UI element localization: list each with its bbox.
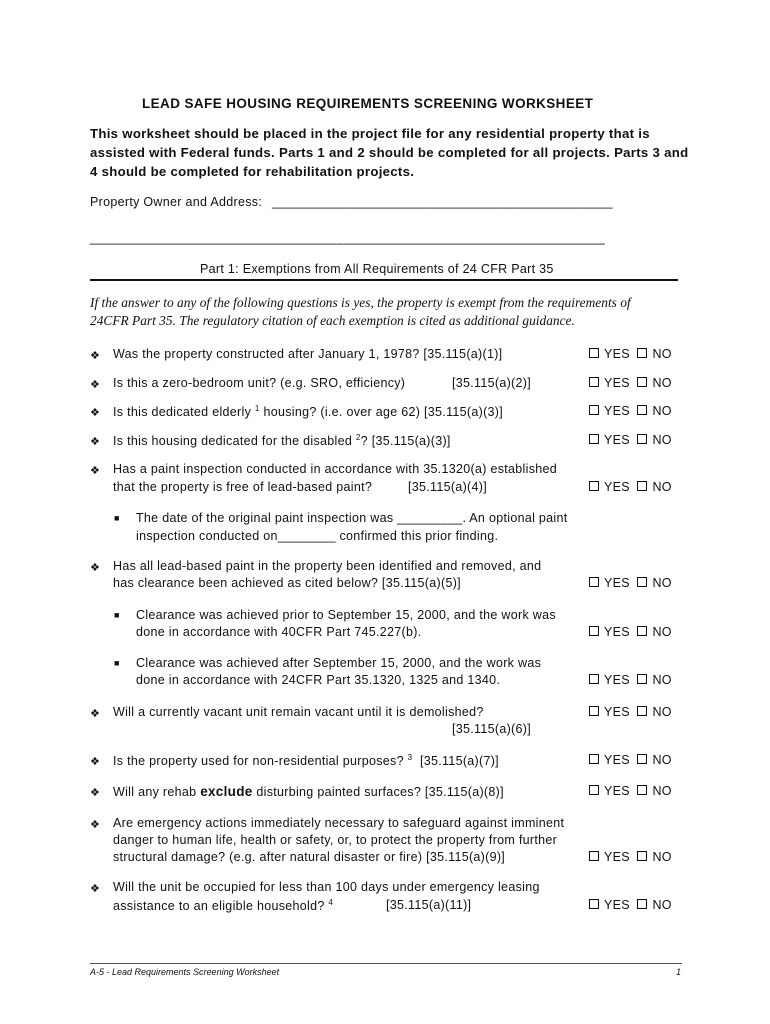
no-label: NO [652,753,672,767]
checkbox-icon[interactable] [589,577,599,587]
q6-sub1-yes-no[interactable] [589,625,672,639]
no-label: NO [652,404,672,418]
address-field[interactable]: _______________________________________________________________________ [90,231,605,245]
yes-label: YES [604,753,630,767]
q7-citation: [35.115(a)(6)] [452,722,532,736]
q2-text: Is this a zero-bedroom unit? (e.g. SRO, efficiency) [113,376,406,390]
part1-note: If the answer to any of the following questions is yes, the property is exempt from the requirements of 24CFR Part 35. The regulatory citation of each exemption is cited as additional guidance. [90,295,631,328]
owner-field[interactable]: _______________________________________________ [272,195,613,209]
q5-line1: Has a paint inspection conducted in accordance with 35.1320(a) established [113,462,557,476]
bullet-icon: ❖ [90,562,100,574]
yes-label: YES [604,376,630,390]
checkbox-icon[interactable] [589,851,599,861]
bullet-icon: ❖ [90,756,100,768]
checkbox-icon[interactable] [589,626,599,636]
checkbox-icon[interactable] [589,348,599,358]
bullet-icon: ❖ [90,350,100,362]
bullet-icon: ❖ [90,819,100,831]
q1-yes-no[interactable] [589,347,672,361]
q3-yes-no[interactable] [589,404,672,418]
yes-label: YES [604,784,630,798]
bullet-icon: ❖ [90,407,100,419]
q6-sub1-line1: Clearance was achieved prior to September 15, 2000, and the work was [136,608,556,622]
checkbox-icon[interactable] [637,674,647,684]
q11-citation: [35.115(a)(11)] [386,898,472,912]
part1-heading: Part 1: Exemptions from All Requirements of 24 CFR Part 35 [200,262,554,276]
no-label: NO [652,673,672,687]
checkbox-icon[interactable] [637,626,647,636]
checkbox-icon[interactable] [589,377,599,387]
q5-citation: [35.115(a)(4)] [408,480,488,494]
no-label: NO [652,705,672,719]
yes-label: YES [604,576,630,590]
checkbox-icon[interactable] [637,434,647,444]
yes-label: YES [604,404,630,418]
bullet-icon: ❖ [90,787,100,799]
checkbox-icon[interactable] [637,577,647,587]
q3-text: Is this dedicated elderly $^1$ housing? (i.e. over age 62) [35.115(a)(3)] [113,404,504,420]
square-bullet-icon: ■ [114,658,120,668]
checkbox-icon[interactable] [589,481,599,491]
checkbox-icon[interactable] [637,377,647,387]
yes-label: YES [604,850,630,864]
bullet-icon: ❖ [90,883,100,895]
no-label: NO [652,376,672,390]
q10-line2: danger to human life, health or safety, or, to protect the property from further [113,833,558,847]
q9-text: Will any rehab exclude disturbing painted surfaces? [35.115(a)(8)] [113,784,504,799]
yes-label: YES [604,673,630,687]
checkbox-icon[interactable] [637,754,647,764]
yes-label: YES [604,898,630,912]
yes-label: YES [604,625,630,639]
q11-line2: assistance to an eligible household? $^4$ [113,898,334,914]
q5-sub-line1: The date of the original paint inspection was _________. An optional paint [136,511,568,525]
part1-divider [90,279,678,281]
q5-yes-no[interactable] [589,480,672,494]
page-number: 1 [676,967,682,977]
bullet-icon: ❖ [90,436,100,448]
no-label: NO [652,850,672,864]
checkbox-icon[interactable] [637,348,647,358]
q11-line1: Will the unit be occupied for less than 100 days under emergency leasing [113,880,540,894]
no-label: NO [652,898,672,912]
q6-line1: Has all lead-based paint in the property been identified and removed, and [113,559,542,573]
q6-yes-no[interactable] [589,576,672,590]
q9-yes-no[interactable] [589,784,672,798]
q8-text: Is the property used for non-residential purposes? $^3$ [35.115(a)(7)] [113,753,499,769]
square-bullet-icon: ■ [114,610,120,620]
bullet-icon: ❖ [90,379,100,391]
checkbox-icon[interactable] [589,754,599,764]
q4-yes-no[interactable] [589,433,672,447]
checkbox-icon[interactable] [589,899,599,909]
q6-line2: has clearance been achieved as cited below? [35.115(a)(5)] [113,576,461,590]
footer-divider [90,963,682,964]
square-bullet-icon: ■ [114,513,120,523]
owner-label: Property Owner and Address: [90,195,263,209]
q7-line1: Will a currently vacant unit remain vacant until it is demolished? [113,705,484,719]
bullet-icon: ❖ [90,708,100,720]
bullet-icon: ❖ [90,465,100,477]
no-label: NO [652,576,672,590]
footer-title: A-5 - Lead Requirements Screening Worksheet [90,967,280,977]
no-label: NO [652,433,672,447]
q6-sub2-line1: Clearance was achieved after September 15, 2000, and the work was [136,656,542,670]
q6-sub1-line2: done in accordance with 40CFR Part 745.227(b). [136,625,422,639]
checkbox-icon[interactable] [637,785,647,795]
q6-sub2-line2: done in accordance with 24CFR Part 35.1320, 1325 and 1340. [136,673,501,687]
checkbox-icon[interactable] [589,706,599,716]
checkbox-icon[interactable] [589,785,599,795]
checkbox-icon[interactable] [637,405,647,415]
checkbox-icon[interactable] [637,899,647,909]
checkbox-icon[interactable] [589,405,599,415]
yes-label: YES [604,480,630,494]
page-title: LEAD SAFE HOUSING REQUIREMENTS SCREENING WORKSHEET [142,96,594,111]
q5-line2: that the property is free of lead-based paint? [113,480,373,494]
q1-text: Was the property constructed after January 1, 1978? [35.115(a)(1)] [113,347,503,361]
q7-yes-no[interactable] [589,705,672,719]
yes-label: YES [604,705,630,719]
q10-yes-no[interactable] [589,850,672,864]
intro-paragraph: This worksheet should be placed in the project file for any residential property that is assisted with Federal funds. Parts 1 and 2 should be completed for all projects. Parts 3 and 4 should be completed for rehabilitation projects. [90,126,689,179]
q10-line1: Are emergency actions immediately necessary to safeguard against imminent [113,816,565,830]
checkbox-icon[interactable] [637,851,647,861]
q8-yes-no[interactable] [589,753,672,767]
q6-sub2-yes-no[interactable] [589,673,672,687]
checkbox-icon[interactable] [637,706,647,716]
checkbox-icon[interactable] [589,674,599,684]
q2-yes-no[interactable] [589,376,672,390]
no-label: NO [652,625,672,639]
q2-citation: [35.115(a)(2)] [452,376,532,390]
yes-label: YES [604,347,630,361]
no-label: NO [652,784,672,798]
q4-text: Is this housing dedicated for the disabled $^2$? [35.115(a)(3)] [113,433,451,449]
no-label: NO [652,347,672,361]
no-label: NO [652,480,672,494]
q11-yes-no[interactable] [589,898,672,912]
q10-line3: structural damage? (e.g. after natural disaster or fire) [35.115(a)(9)] [113,850,506,864]
checkbox-icon[interactable] [589,434,599,444]
checkbox-icon[interactable] [637,481,647,491]
yes-label: YES [604,433,630,447]
q5-sub-line2: inspection conducted on________ confirmed this prior finding. [136,529,499,543]
